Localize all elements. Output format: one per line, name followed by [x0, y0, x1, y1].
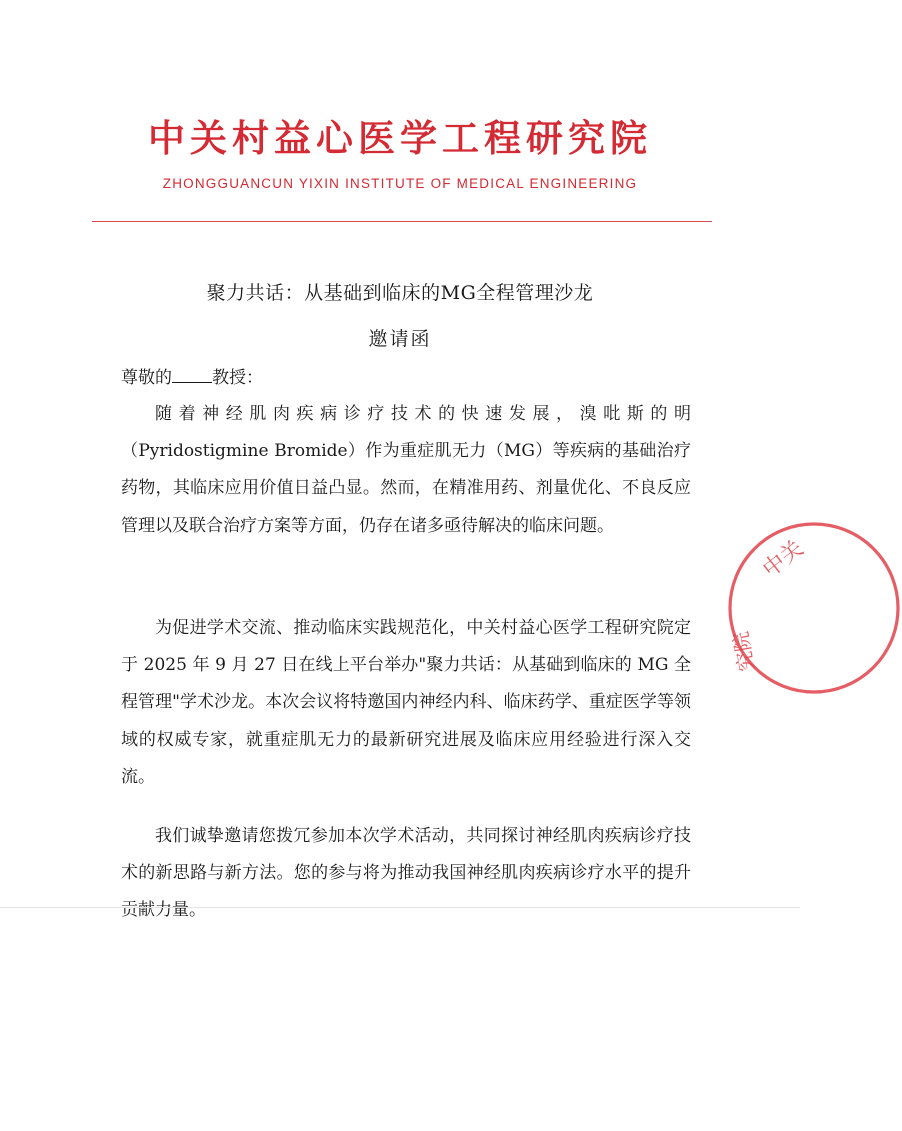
document-subtitle: 邀请函 — [368, 328, 432, 350]
header-divider — [92, 221, 712, 222]
org-name-chinese: 中关村益心医学工程研究院 — [148, 117, 652, 160]
salutation — [121, 363, 263, 388]
document-title: 聚力共话：从基础到临床的MG全程管理沙龙 — [206, 282, 594, 304]
paragraph-invitation: 我们诚挚邀请您拨冗参加本次学术活动，共同探讨神经肌肉疾病诊疗技术的新思路与新方法。您的参与将为推动我国神经肌肉疾病诊疗水平的提升贡献力量。 — [121, 826, 691, 921]
org-name-english: ZHONGGUANCUN YIXIN INSTITUTE OF MEDICAL ENGINEERING — [162, 176, 638, 191]
stamp-text-side: 究院 — [728, 629, 759, 674]
name-blank-line — [172, 368, 212, 383]
paragraph-event-details: 为促进学术交流、推动临床实践规范化，中关村益心医学工程研究院定于 2025 年 9 月 27 日在线上平台举办"聚力共话：从基础到临床的 MG 全程管理"学术沙龙。本次会议将特邀国内神经内科、临床药学、重症医学等领域的权威专家，就重症肌无力的最新研究进展及临床应用经验进行深入交流。 — [121, 618, 691, 787]
paragraph-background: 随着神经肌肉疾病诊疗技术的快速发展，溴吡斯的明（Pyridostigmine Bromide）作为重症肌无力（MG）等疾病的基础治疗药物，其临床应用价值日益凸显。然而，在精准用药、剂量优化、不良反应管理以及联合治疗方案等方面，仍存在诸多亟待解决的临床问题。 — [121, 404, 691, 536]
salutation-prefix: 尊敬的 — [121, 368, 172, 388]
stamp-text-top: 中关 — [758, 535, 809, 583]
page-fold-line — [0, 907, 800, 908]
salutation-suffix: 教授： — [212, 368, 263, 388]
official-seal-stamp — [726, 520, 902, 696]
